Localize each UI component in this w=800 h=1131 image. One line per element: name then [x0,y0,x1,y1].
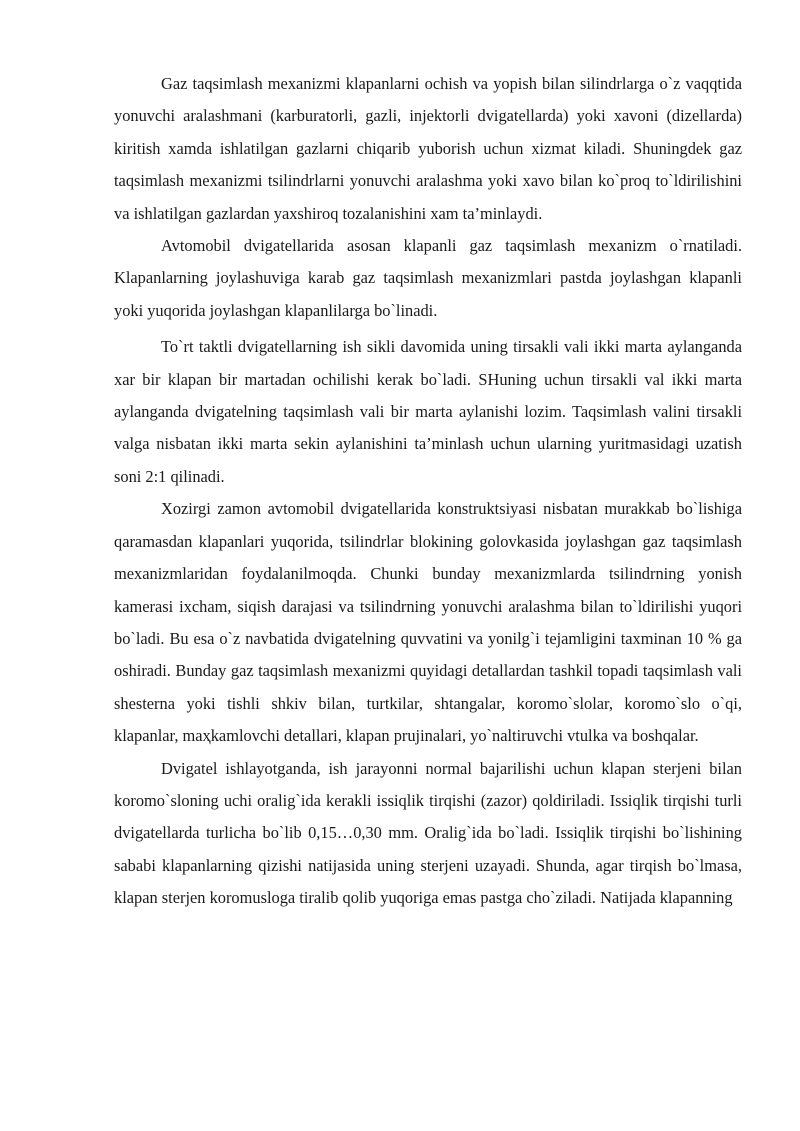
paragraph-thermal-clearance: Dvigatel ishlayotganda, ish jarayonni normal bajarilishi uchun klapan sterjeni bilan koromo`sloning uchi oralig`ida kerakli issiqlik tirqishi (zazor) qoldiriladi. Issiqlik tirqishi turli dvigatellarda turlicha bo`lib 0,15…0,30 mm. Oralig`ida bo`ladi. Issiqlik tirqishi bo`lishining sababi klapanlarning qizishi natijasida uning sterjeni uzayadi. Shunda, agar tirqish bo`lmasa, klapan sterjen koromusloga tiralib qolib yuqoriga emas pastga cho`ziladi. Natijada klapanning [114,758,742,908]
paragraph-overhead-valves: Xozirgi zamon avtomobil dvigatellarida konstruktsiyasi nisbatan murakkab bo`lishiga qaramasdan klapanlari yuqorida, tsilindrlar blokining golovkasida joylashgan gaz taqsimlash mexanizmlaridan foydalanilmoqda. Chunki bunday mexanizmlarda tsilindrning yonish kamerasi ixcham, siqish darajasi va tsilindrning yonuvchi aralashma bilan to`ldirilishi yuqori bo`ladi. Bu esa o`z navbatida dvigatelning quvvatini va yonilg`i tejamligini taxminan 10 % ga oshiradi. Bunday gaz taqsimlash mexanizmi quyidagi detallardan tashkil topadi taqsimlash vali shesterna yoki tishli shkiv bilan, turtkilar, shtangalar, koromo`slolar, koromo`slo o`qi, klapanlar, maҳkamlovchi detallari, klapan prujinalari, yo`naltiruvchi vtulka va boshqalar. [114,499,742,746]
paragraph-valve-placement: Avtomobil dvigatellarida asosan klapanli gaz taqsimlash mexanizm o`rnatiladi. Klapanlarning joylashuviga karab gaz taqsimlash mexanizmlari pastda joylashgan klapanli yoki yuqorida joylashgan klapanlilarga bo`linadi. [114,236,742,320]
paragraph-gas-distribution-purpose: Gaz taqsimlash mexanizmi klapanlarni ochish va yopish bilan silindrlarga o`z vaqqtida yonuvchi aralashmani (karburatorli, gazli, injektorli dvigatellarda) yoki xavoni (dizellarda) kiritish xamda ishlatilgan gazlarni chiqarib yuborish uchun xizmat kiladi. Shuningdek gaz taqsimlash mexanizmi tsilindrlarni yonuvchi aralashma yoki xavo bilan ko`proq to`ldirilishini va ishlatilgan gazlardan yaxshiroq tozalanishini xam ta’minlaydi. [114,74,742,223]
document-page [114,68,742,915]
paragraph-four-stroke-cycle: To`rt taktli dvigatellarning ish sikli davomida uning tirsakli vali ikki marta aylanganda xar bir klapan bir martadan ochilishi kerak bo`ladi. SHuning uchun tirsakli val ikki marta aylanganda dvigatelning taqsimlash vali bir marta aylanishi lozim. Taqsimlash valini tirsakli valga nisbatan ikki marta sekin aylanishini ta’minlash uchun ularning yuritmasidagi uzatish soni 2:1 qilinadi. [114,337,742,486]
